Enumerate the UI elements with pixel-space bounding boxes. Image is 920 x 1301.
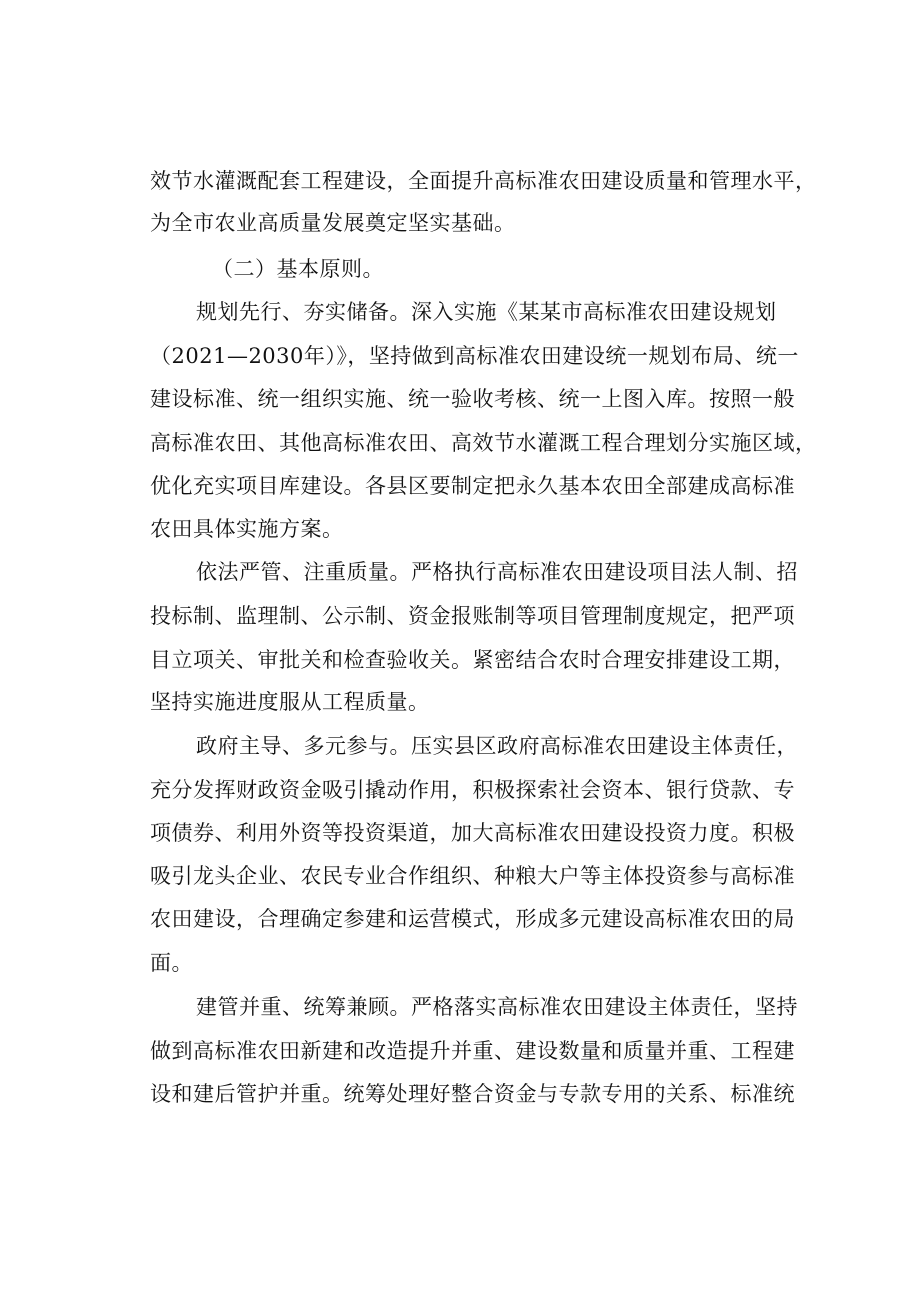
paragraph-line: 充分发挥财政资金吸引撬动作用，积极探索社会资本、银行贷款、专	[150, 778, 795, 802]
paragraph-line: 投标制、监理制、公示制、资金报账制等项目管理制度规定，把严项	[150, 604, 795, 628]
paragraph-line: 项债券、利用外资等投资渠道，加大高标准农田建设投资力度。积极	[150, 821, 795, 845]
paragraph-line: 建管并重、统筹兼顾。严格落实高标准农田建设主体责任，坚持	[196, 995, 798, 1019]
paragraph-line: 规划先行、夯实储备。深入实施《某某市高标准农田建设规划	[196, 300, 777, 324]
paragraph-line: 政府主导、多元参与。压实县区政府高标准农田建设主体责任，	[196, 734, 798, 758]
paragraph-line: 农田具体实施方案。	[150, 517, 344, 541]
paragraph-line: 建设标准、统一组织实施、统一验收考核、统一上图入库。按照一般	[150, 387, 795, 411]
paragraph-line: 坚持实施进度服从工程质量。	[150, 690, 430, 714]
body-text-line: 效节水灌溉配套工程建设，全面提升高标准农田建设质量和管理水平，	[150, 169, 817, 193]
paragraph-line: 依法严管、注重质量。严格执行高标准农田建设项目法人制、招	[196, 560, 798, 584]
section-heading: （二）基本原则。	[212, 257, 384, 281]
paragraph-line: 高标准农田、其他高标准农田、高效节水灌溉工程合理划分实施区域，	[150, 431, 817, 455]
paragraph-line: 设和建后管护并重。统筹处理好整合资金与专款专用的关系、标准统	[150, 1082, 795, 1106]
paragraph-line: 目立项关、审批关和检查验收关。紧密结合农时合理安排建设工期，	[150, 648, 795, 672]
paragraph-line: （2021—2030年）》，坚持做到高标准农田建设统一规划布局、统一	[150, 344, 799, 368]
paragraph-line: 优化充实项目库建设。各县区要制定把永久基本农田全部建成高标准	[150, 474, 795, 498]
paragraph-line: 吸引龙头企业、农民专业合作组织、种粮大户等主体投资参与高标准	[150, 864, 795, 888]
body-text-line: 为全市农业高质量发展奠定坚实基础。	[150, 211, 516, 235]
paragraph-line: 面。	[150, 951, 193, 975]
paragraph-line: 做到高标准农田新建和改造提升并重、建设数量和质量并重、工程建	[150, 1039, 795, 1063]
paragraph-line: 农田建设，合理确定参建和运营模式，形成多元建设高标准农田的局	[150, 907, 795, 931]
